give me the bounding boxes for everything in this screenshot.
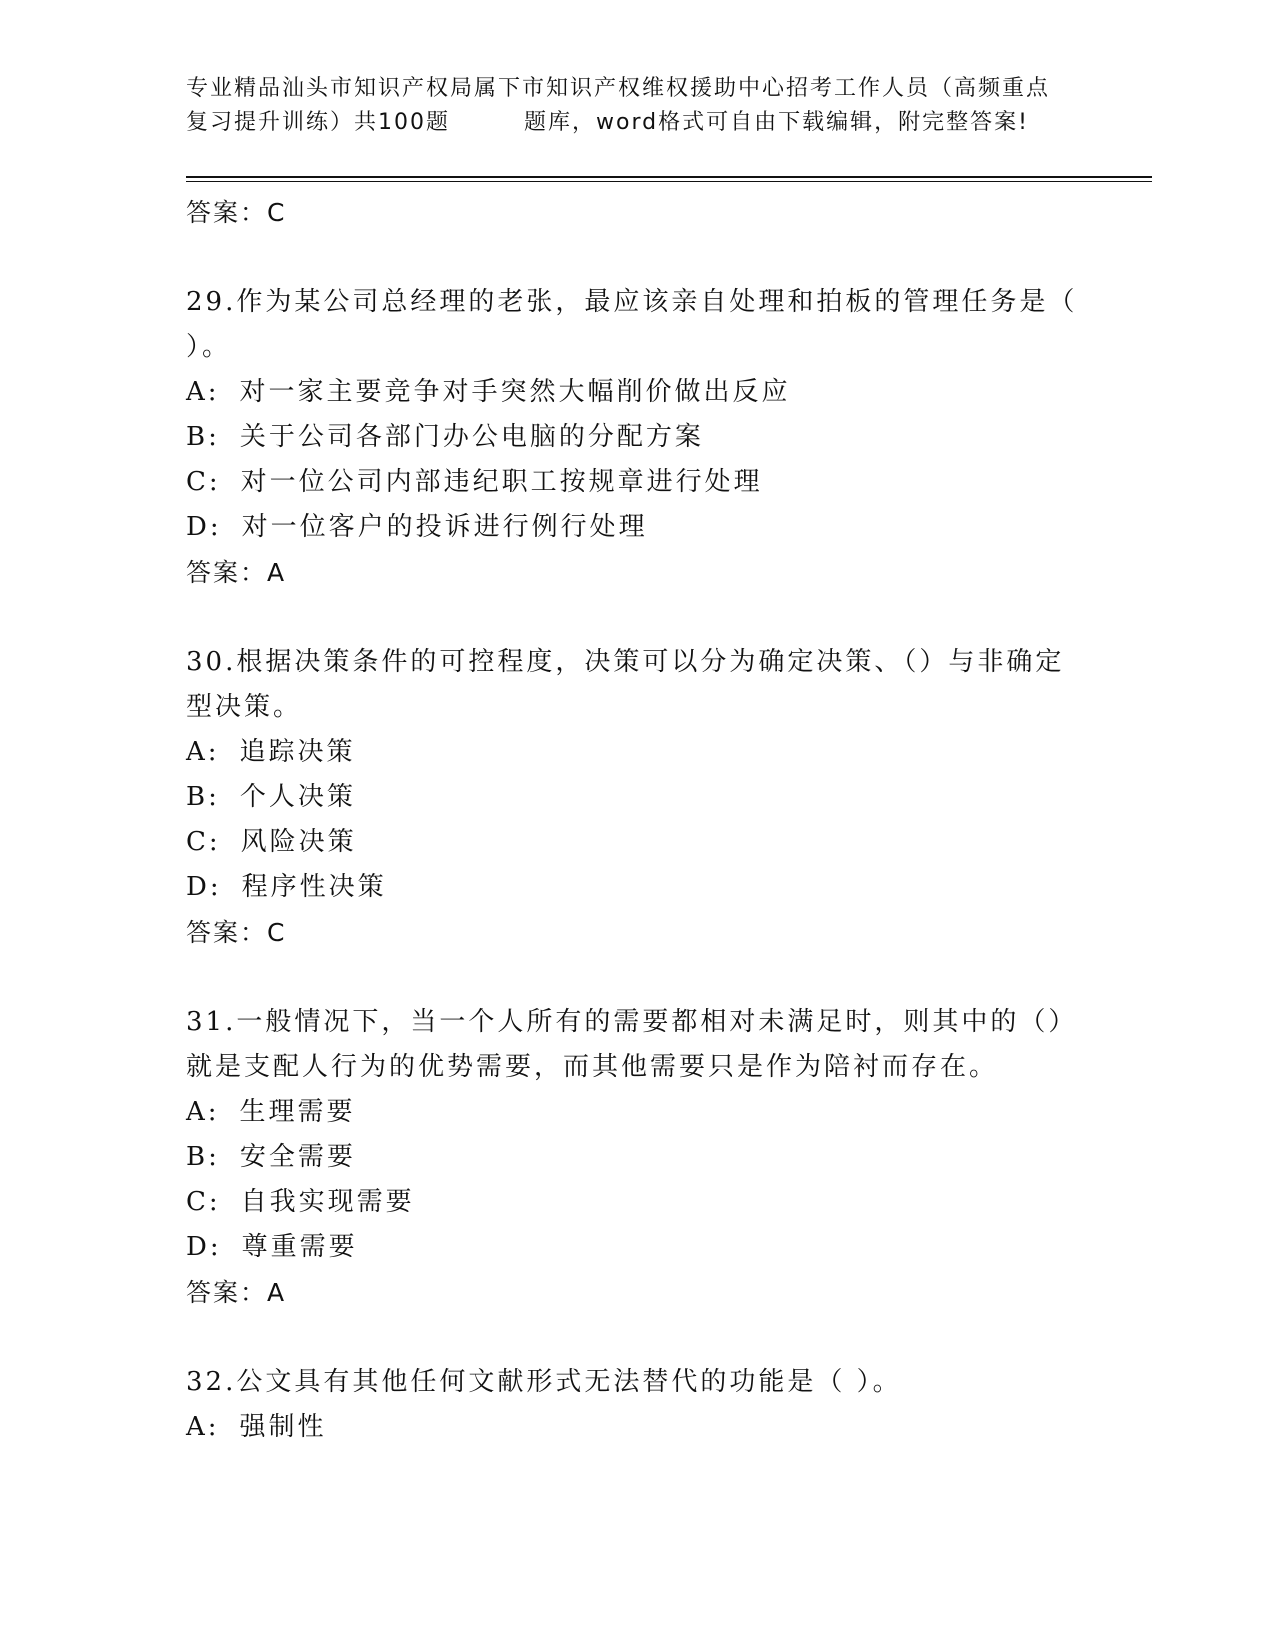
option-letter: C: [186, 467, 221, 497]
option-letter: B: [186, 422, 220, 452]
option-text: 尊重需要 [241, 1232, 358, 1262]
option-letter: C: [186, 1187, 221, 1217]
question-text: 32.公文具有其他任何文献形式无法替代的功能是（ ）。 [186, 1367, 902, 1397]
option-letter: B: [186, 782, 220, 812]
option-text: 对一家主要竞争对手突然大幅削价做出反应 [239, 377, 791, 407]
option-b [186, 1135, 1086, 1180]
answer: 答案：A [186, 558, 287, 587]
option-letter: B: [186, 1142, 220, 1172]
option-text: 强制性 [239, 1412, 327, 1442]
header-line-2-right: 题库，word格式可自由下载编辑，附完整答案! [524, 110, 1029, 135]
option-letter: A: [186, 1412, 220, 1442]
option-d [186, 505, 1086, 550]
option-text: 个人决策 [239, 782, 356, 812]
option-text: 生理需要 [239, 1097, 356, 1127]
option-a [186, 370, 1086, 415]
header-line-2-left: 复习提升训练）共100题 [186, 110, 450, 135]
option-b [186, 415, 1086, 460]
option-letter: D: [186, 512, 222, 542]
option-text: 风险决策 [240, 827, 357, 857]
option-c [186, 1180, 1086, 1225]
option-letter: A: [186, 737, 220, 767]
option-text: 自我实现需要 [240, 1187, 415, 1217]
header-line-2 [186, 106, 1086, 140]
option-letter: D: [186, 872, 222, 902]
option-text: 对一位公司内部违纪职工按规章进行处理 [240, 467, 763, 497]
question-32 [186, 1360, 1086, 1450]
option-b [186, 775, 1086, 820]
header-rule-thick [186, 176, 1152, 178]
option-letter: A: [186, 1097, 220, 1127]
option-text: 对一位客户的投诉进行例行处理 [241, 512, 648, 542]
question-list [186, 190, 1086, 1450]
option-letter: C: [186, 827, 221, 857]
option-letter: A: [186, 377, 220, 407]
option-d [186, 865, 1086, 910]
option-d [186, 1225, 1086, 1270]
option-text: 关于公司各部门办公电脑的分配方案 [239, 422, 704, 452]
question-30 [186, 640, 1086, 956]
header-rule-thin [186, 181, 1152, 182]
question-31 [186, 1000, 1086, 1316]
option-text: 追踪决策 [239, 737, 356, 767]
option-text: 安全需要 [239, 1142, 356, 1172]
option-a [186, 1405, 1086, 1450]
question-29 [186, 280, 1086, 596]
option-c [186, 820, 1086, 865]
option-a [186, 730, 1086, 775]
option-c [186, 460, 1086, 505]
answer: 答案：A [186, 1278, 287, 1307]
header-line-1: 专业精品汕头市知识产权局属下市知识产权维权援助中心招考工作人员（高频重点 [186, 76, 1051, 101]
question-text: 30.根据决策条件的可控程度，决策可以分为确定决策、（）与非确定型决策。 [186, 647, 1065, 722]
option-letter: D: [186, 1232, 222, 1262]
question-text: 29.作为某公司总经理的老张，最应该亲自处理和拍板的管理任务是（ ）。 [186, 287, 1078, 362]
page-header [186, 72, 1086, 140]
question-text: 31.一般情况下，当一个人所有的需要都相对未满足时，则其中的（）就是支配人行为的优势需要，而其他需要只是作为陪衬而存在。 [186, 1007, 1078, 1082]
previous-answer: 答案：C [186, 198, 287, 227]
option-a [186, 1090, 1086, 1135]
option-text: 程序性决策 [241, 872, 387, 902]
answer: 答案：C [186, 918, 287, 947]
